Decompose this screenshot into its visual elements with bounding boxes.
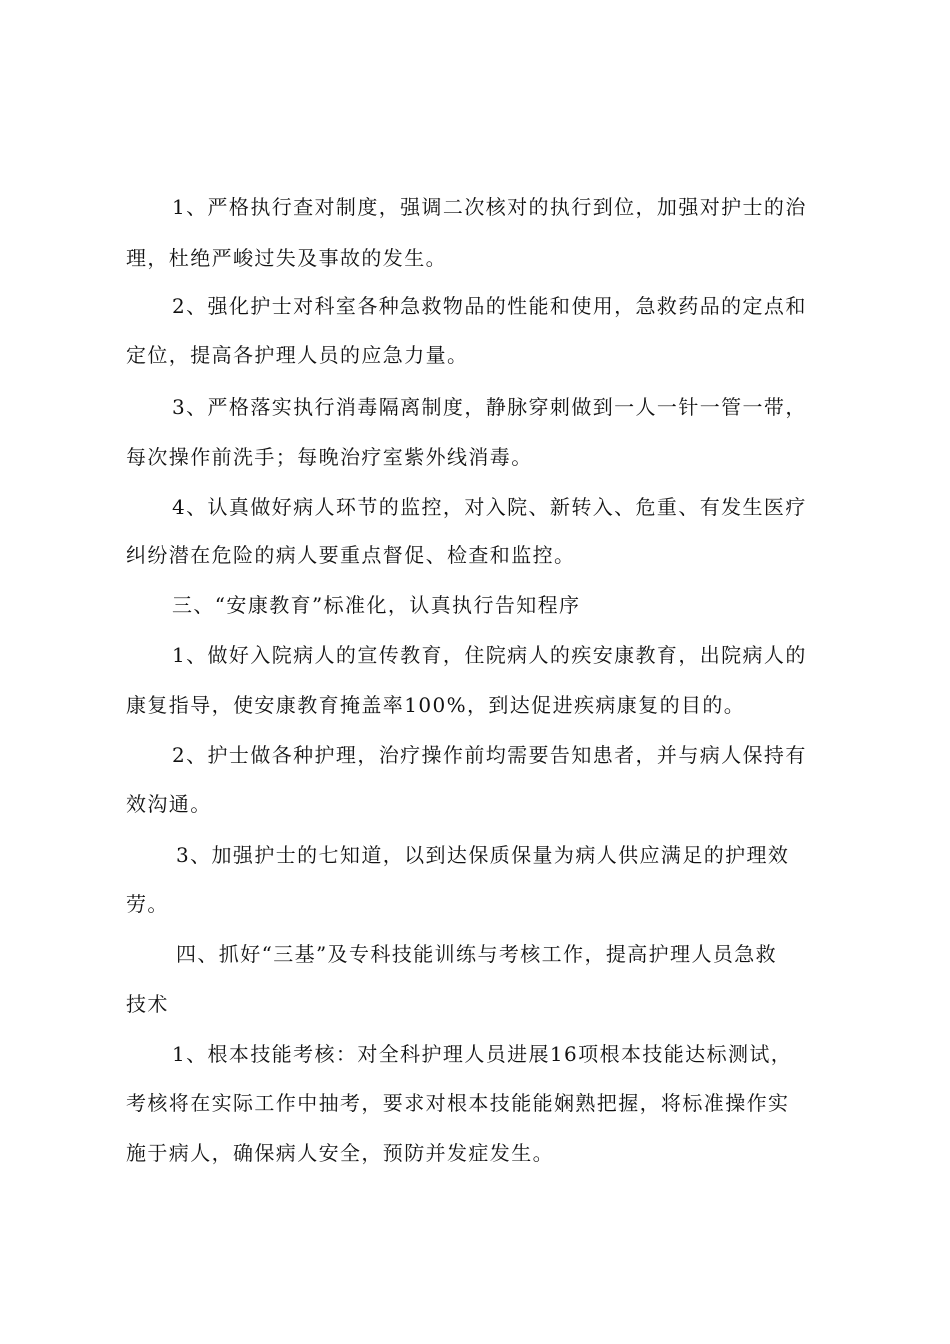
section-heading: 技术: [126, 992, 169, 1016]
paragraph-line: 2、护士做各种护理，治疗操作前均需要告知患者，并与病人保持有: [172, 743, 807, 767]
paragraph-line: 理，杜绝严峻过失及事故的发生。: [126, 246, 447, 270]
paragraph-line: 1、根本技能考核：对全科护理人员进展16项根本技能达标测试，: [172, 1042, 793, 1066]
paragraph-line: 施于病人，确保病人安全，预防并发症发生。: [126, 1141, 554, 1165]
section-heading: 三、“安康教育”标准化，认真执行告知程序: [172, 593, 581, 617]
paragraph-line: 康复指导，使安康教育掩盖率100%，到达促进疾病康复的目的。: [126, 693, 746, 717]
paragraph-line: 4、认真做好病人环节的监控，对入院、新转入、危重、有发生医疗: [172, 495, 807, 519]
paragraph-line: 1、做好入院病人的宣传教育，住院病人的疾安康教育，出院病人的: [172, 643, 807, 667]
section-heading: 四、抓好“三基”及专科技能训练与考核工作，提高护理人员急救: [176, 942, 778, 966]
paragraph-line: 3、加强护士的七知道，以到达保质保量为病人供应满足的护理效: [176, 843, 790, 867]
paragraph-line: 2、强化护士对科室各种急救物品的性能和使用，急救药品的定点和: [172, 294, 807, 318]
paragraph-line: 纠纷潜在危险的病人要重点督促、检查和监控。: [126, 543, 576, 567]
paragraph-line: 每次操作前洗手；每晚治疗室紫外线消毒。: [126, 445, 533, 469]
paragraph-line: 效沟通。: [126, 792, 212, 816]
paragraph-line: 1、严格执行查对制度，强调二次核对的执行到位，加强对护士的治: [172, 195, 807, 219]
paragraph-line: 3、严格落实执行消毒隔离制度，静脉穿刺做到一人一针一管一带，: [172, 395, 807, 419]
paragraph-line: 考核将在实际工作中抽考，要求对根本技能能娴熟把握，将标准操作实: [126, 1091, 790, 1115]
paragraph-line: 定位，提高各护理人员的应急力量。: [126, 343, 469, 367]
paragraph-line: 劳。: [126, 892, 169, 916]
